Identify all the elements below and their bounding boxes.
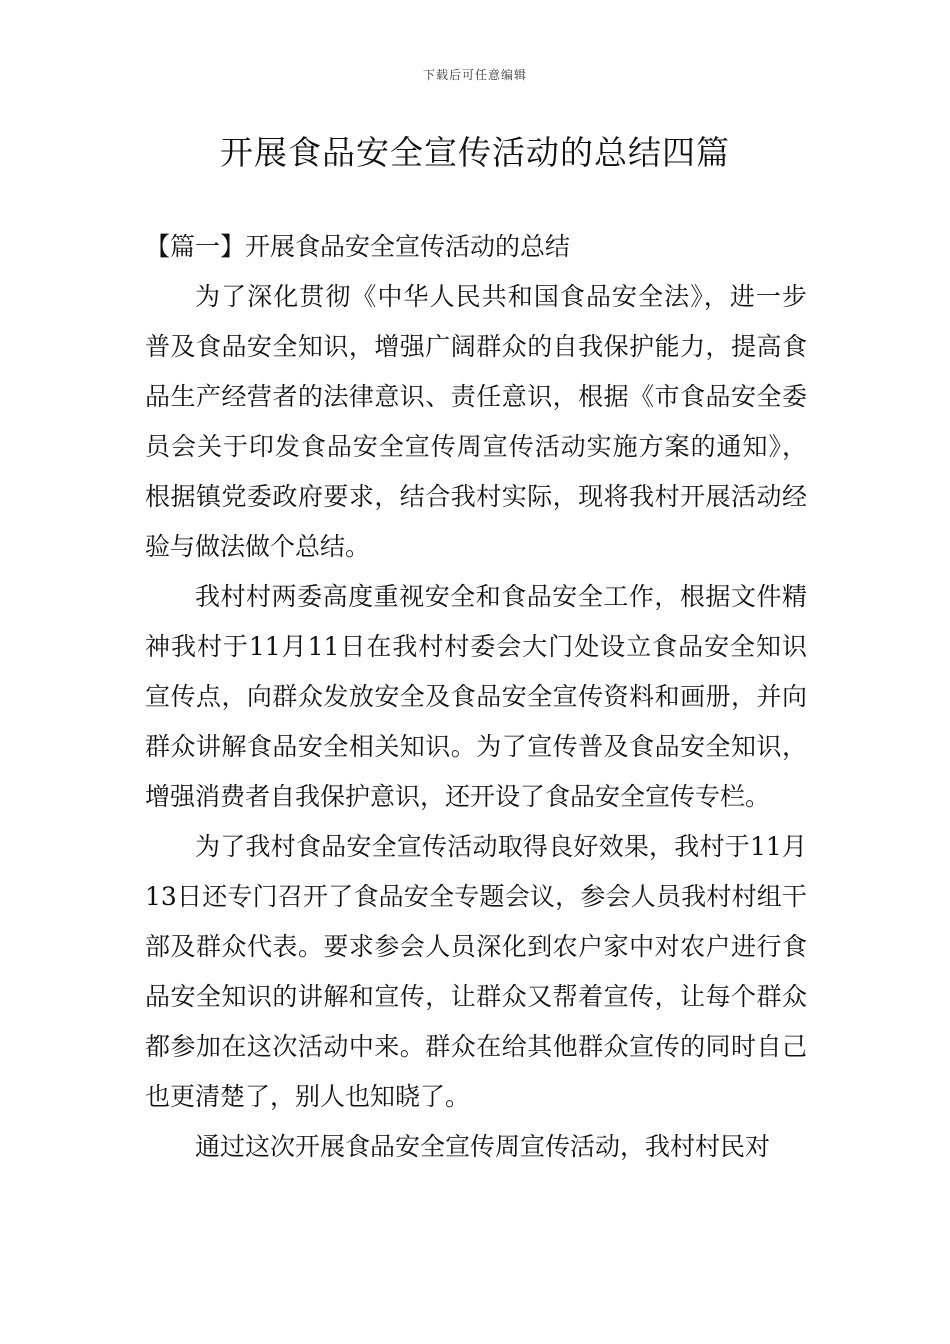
section-heading: 【篇一】开展食品安全宣传活动的总结: [145, 232, 571, 261]
paragraph: 为了我村食品安全宣传活动取得良好效果，我村于11月13日还专门召开了食品安全专题会议，参会人员我村村组干部及群众代表。要求参会人员深化到农户家中对农户进行食品安全知识的讲解和宣传，让群众又帮着宣传，让每个群众都参加在这次活动中来。群众在给其他群众宣传的同时自己也更清楚了，别人也知晓了。: [145, 832, 807, 1111]
paragraph: 为了深化贯彻《中华人民共和国食品安全法》，进一步普及食品安全知识，增强广阔群众的自我保护能力，提高食品生产经营者的法律意识、责任意识，根据《市食品安全委员会关于印发食品安全宣传周宣传活动实施方案的通知》，根据镇党委政府要求，结合我村实际，现将我村开展活动经验与做法做个总结。: [145, 282, 807, 561]
paragraph: 通过这次开展食品安全宣传周宣传活动，我村村民对: [195, 1132, 771, 1161]
paragraph: 我村村两委高度重视安全和食品安全工作，根据文件精神我村于11月11日在我村村委会大门处设立食品安全知识宣传点，向群众发放安全及食品安全宣传资料和画册，并向群众讲解食品安全相关知识。为了宣传普及食品安全知识，增强消费者自我保护意识，还开设了食品安全宣传专栏。: [145, 582, 807, 811]
document-body: [145, 222, 807, 1172]
header-note: 下载后可任意编辑: [422, 68, 527, 82]
document-title: 开展食品安全宣传活动的总结四篇: [220, 133, 730, 172]
